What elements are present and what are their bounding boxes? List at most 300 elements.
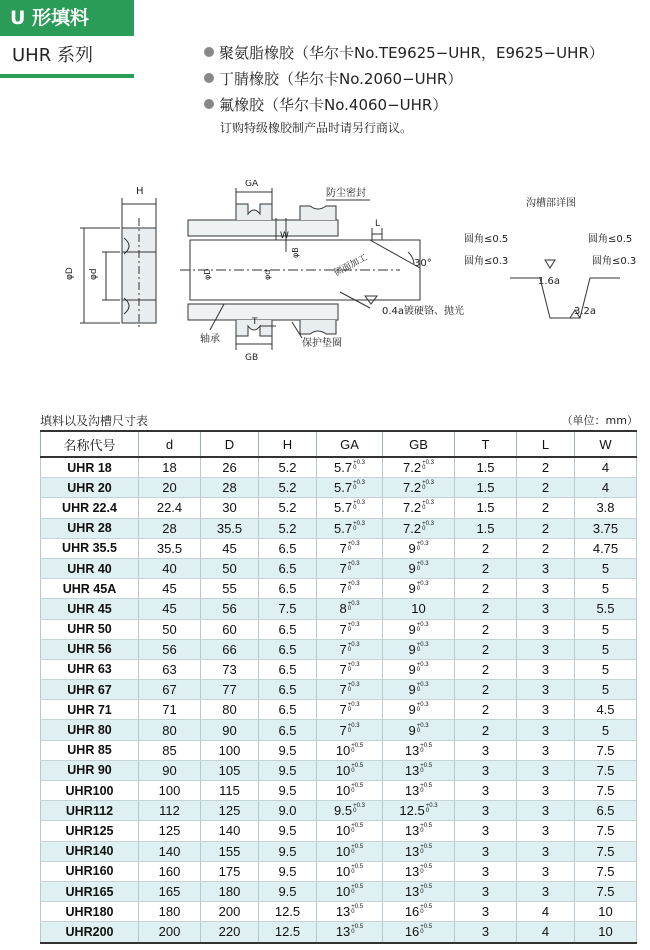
- cell-ga-value: 5.7: [334, 520, 353, 536]
- cell-gb-tolerance: [420, 865, 432, 875]
- cell-gb-value: 9: [408, 621, 416, 637]
- tolerance-lower: 0: [416, 545, 421, 552]
- order-note: 订购特级橡胶制产品时请另行商议。: [220, 121, 413, 135]
- cell-gb-value: 7.2: [403, 520, 422, 536]
- cell-name: UHR 20: [41, 478, 139, 498]
- tolerance-lower: 0: [351, 767, 355, 774]
- cell-gb-tolerance: [420, 845, 432, 855]
- header-cell: GA: [317, 431, 383, 457]
- cell-ga-value: 10: [335, 742, 351, 758]
- table-row: [41, 579, 637, 599]
- cell-t: 2: [455, 579, 517, 599]
- cell-ga-tolerance: [351, 845, 363, 855]
- cell-t: 2: [455, 639, 517, 659]
- tolerance-upper: +0.5: [351, 904, 364, 911]
- header-cell: L: [517, 431, 575, 457]
- cell-gb: [383, 538, 455, 558]
- cell-gb-value: 7.2: [403, 460, 422, 476]
- cell-w: 5: [575, 680, 637, 700]
- tolerance-lower: 0: [347, 606, 352, 613]
- cell-ga-tolerance: [348, 724, 360, 734]
- cell-d: 67: [139, 680, 201, 700]
- tolerance-upper: +0.3: [416, 581, 429, 588]
- cell-w: 7.5: [575, 740, 637, 760]
- dimension-table: [40, 430, 637, 944]
- cell-gb-tolerance: [417, 562, 429, 572]
- cell-D: 125: [201, 801, 259, 821]
- cell-ga-tolerance: [348, 683, 360, 693]
- cell-gb-tolerance: [422, 522, 434, 532]
- cell-D: 105: [201, 760, 259, 780]
- tolerance-lower: 0: [416, 566, 421, 573]
- cell-t: 3: [455, 821, 517, 841]
- cell-t: 3: [455, 781, 517, 801]
- cell-gb-value: 12.5: [399, 803, 425, 819]
- cell-ga-tolerance: [351, 885, 363, 895]
- cell-w: 4: [575, 478, 637, 498]
- tolerance-lower: 0: [422, 485, 426, 492]
- cell-d: 50: [139, 619, 201, 639]
- cell-ga-tolerance: [353, 501, 365, 511]
- cell-ga-value: 7: [339, 702, 347, 718]
- cell-d: 85: [139, 740, 201, 760]
- cell-t: 2: [455, 720, 517, 740]
- dim-l-label: L: [375, 219, 381, 229]
- cell-w: 5: [575, 558, 637, 578]
- cell-w: 5.5: [575, 599, 637, 619]
- cell-d: 180: [139, 902, 201, 922]
- roughness-32-label: 3.2a: [574, 306, 597, 317]
- angle-label: 30°: [414, 258, 432, 269]
- cell-ga: [317, 498, 383, 518]
- cell-gb-value: 13: [404, 742, 420, 758]
- cell-t: 2: [455, 700, 517, 720]
- cell-ga-tolerance: [351, 744, 363, 754]
- cell-ga: [317, 579, 383, 599]
- tolerance-lower: 0: [420, 868, 424, 875]
- cell-gb-tolerance: [420, 784, 432, 794]
- cell-w: 7.5: [575, 760, 637, 780]
- bearing-label: 轴承: [200, 334, 220, 345]
- cell-name: UHR 80: [41, 720, 139, 740]
- tolerance-lower: 0: [425, 808, 430, 815]
- cell-w: 4: [575, 457, 637, 478]
- cell-ga-tolerance: [348, 582, 360, 592]
- cell-name: UHR165: [41, 881, 139, 901]
- cell-ga-tolerance: [348, 703, 360, 713]
- cell-H: 9.5: [259, 861, 317, 881]
- cell-w: 7.5: [575, 881, 637, 901]
- tolerance-lower: 0: [353, 485, 357, 492]
- cell-D: 140: [201, 821, 259, 841]
- cell-w: 6.5: [575, 801, 637, 821]
- cell-l: 2: [517, 498, 575, 518]
- cell-gb: [383, 619, 455, 639]
- cell-gb-value: 9: [408, 641, 416, 657]
- cell-ga-value: 7: [339, 581, 347, 597]
- material-label: 丁腈橡胶（华尔卡No.2060−UHR）: [219, 70, 463, 88]
- cell-gb-tolerance: [420, 744, 432, 754]
- cell-ga-value: 7: [339, 661, 347, 677]
- tolerance-upper: +0.3: [347, 702, 360, 709]
- table-header-row: [41, 431, 637, 457]
- cell-ga-value: 5.7: [334, 480, 353, 496]
- cell-ga: [317, 720, 383, 740]
- cell-gb-value: 13: [404, 762, 420, 778]
- cell-name: UHR140: [41, 841, 139, 861]
- tolerance-lower: 0: [416, 666, 421, 673]
- cell-gb-tolerance: [420, 764, 432, 774]
- cell-H: 6.5: [259, 619, 317, 639]
- tolerance-upper: +0.3: [416, 621, 429, 628]
- cell-t: 3: [455, 861, 517, 881]
- cell-d: 140: [139, 841, 201, 861]
- tolerance-upper: +0.3: [347, 682, 360, 689]
- roughness-16-label: 1.6a: [538, 276, 561, 287]
- table-row: [41, 740, 637, 760]
- cell-gb-tolerance: [417, 623, 429, 633]
- cell-d: 80: [139, 720, 201, 740]
- dim-inner-diameter-label: φd: [89, 268, 99, 280]
- table-row: [41, 680, 637, 700]
- cell-H: 6.5: [259, 659, 317, 679]
- cell-w: 10: [575, 902, 637, 922]
- cell-ga-value: 7: [339, 682, 347, 698]
- cell-ga: [317, 740, 383, 760]
- cell-d: 18: [139, 457, 201, 478]
- fillet-left-upper-label: 圆角≤0.5: [464, 234, 509, 245]
- cell-H: 5.2: [259, 498, 317, 518]
- cell-D: 200: [201, 902, 259, 922]
- cell-ga: [317, 821, 383, 841]
- cell-D: 60: [201, 619, 259, 639]
- cell-D: 175: [201, 861, 259, 881]
- table-row: [41, 518, 637, 538]
- tolerance-lower: 0: [347, 545, 352, 552]
- cell-d: 160: [139, 861, 201, 881]
- cell-gb-value: 9: [408, 722, 416, 738]
- cell-gb-tolerance: [422, 481, 434, 491]
- cell-t: 1.5: [455, 518, 517, 538]
- tolerance-lower: 0: [351, 848, 355, 855]
- tolerance-lower: 0: [422, 525, 426, 532]
- cell-ga-value: 10: [335, 863, 351, 879]
- table-row: [41, 821, 637, 841]
- cell-D: 73: [201, 659, 259, 679]
- cell-ga-tolerance: [353, 522, 365, 532]
- table-row: [41, 841, 637, 861]
- cell-H: 5.2: [259, 457, 317, 478]
- cell-t: 2: [455, 659, 517, 679]
- cell-gb-tolerance: [417, 542, 429, 552]
- cell-gb: [383, 680, 455, 700]
- tolerance-upper: +0.3: [353, 520, 365, 527]
- cell-ga-tolerance: [351, 865, 363, 875]
- tolerance-upper: +0.3: [422, 480, 434, 487]
- cell-ga: [317, 781, 383, 801]
- cell-H: 6.5: [259, 720, 317, 740]
- tolerance-upper: +0.5: [420, 823, 433, 830]
- cell-l: 2: [517, 457, 575, 478]
- cell-ga: [317, 659, 383, 679]
- cell-D: 90: [201, 720, 259, 740]
- tolerance-upper: +0.3: [347, 540, 360, 547]
- table-row: [41, 861, 637, 881]
- header-cell: GB: [383, 431, 455, 457]
- dim-outer-diameter-label: φD: [65, 267, 75, 280]
- cell-t: 3: [455, 740, 517, 760]
- cell-D: 100: [201, 740, 259, 760]
- cell-l: 3: [517, 760, 575, 780]
- tolerance-upper: +0.3: [416, 722, 429, 729]
- cell-w: 4.75: [575, 538, 637, 558]
- cell-D: 80: [201, 700, 259, 720]
- cell-gb-value: 13: [404, 863, 420, 879]
- cell-ga-value: 10: [335, 823, 351, 839]
- fillet-right-upper-label: 圆角≤0.5: [588, 234, 633, 245]
- cell-d: 71: [139, 700, 201, 720]
- tolerance-lower: 0: [351, 929, 355, 936]
- cell-ga-value: 9.5: [334, 803, 353, 819]
- cell-name: UHR 18: [41, 457, 139, 478]
- tolerance-lower: 0: [347, 646, 352, 653]
- cell-ga-value: 7: [339, 540, 347, 556]
- cell-d: 56: [139, 639, 201, 659]
- cell-ga-value: 10: [335, 762, 351, 778]
- cell-H: 6.5: [259, 579, 317, 599]
- cell-gb: [383, 881, 455, 901]
- cell-t: 1.5: [455, 457, 517, 478]
- tolerance-lower: 0: [416, 727, 421, 734]
- cell-l: 3: [517, 861, 575, 881]
- cell-D: 56: [201, 599, 259, 619]
- cell-l: 3: [517, 801, 575, 821]
- cell-gb-value: 9: [408, 561, 416, 577]
- tolerance-upper: +0.3: [347, 722, 360, 729]
- cell-name: UHR 35.5: [41, 538, 139, 558]
- tolerance-lower: 0: [347, 626, 352, 633]
- cell-ga-tolerance: [351, 784, 363, 794]
- cell-d: 125: [139, 821, 201, 841]
- cell-name: UHR 71: [41, 700, 139, 720]
- cell-H: 6.5: [259, 700, 317, 720]
- tolerance-upper: +0.5: [351, 823, 364, 830]
- material-label: 聚氨脂橡胶（华尔卡No.TE9625−UHR，E9625−UHR）: [219, 44, 604, 62]
- cell-D: 115: [201, 781, 259, 801]
- tolerance-upper: +0.3: [416, 661, 429, 668]
- cell-ga: [317, 478, 383, 498]
- tolerance-lower: 0: [420, 909, 424, 916]
- cell-l: 4: [517, 902, 575, 922]
- tolerance-upper: +0.5: [351, 863, 364, 870]
- cell-l: 3: [517, 720, 575, 740]
- material-item: [204, 40, 644, 66]
- tolerance-lower: 0: [353, 505, 357, 512]
- cell-ga: [317, 801, 383, 821]
- cell-ga-tolerance: [351, 764, 363, 774]
- tolerance-lower: 0: [420, 788, 424, 795]
- cell-ga-value: 8: [339, 601, 347, 617]
- tolerance-lower: 0: [420, 767, 424, 774]
- tolerance-upper: +0.3: [347, 641, 360, 648]
- cell-ga-value: 10: [335, 783, 351, 799]
- cell-ga-tolerance: [351, 925, 363, 935]
- cell-t: 2: [455, 619, 517, 639]
- seal-body-shape: [122, 228, 156, 323]
- tolerance-lower: 0: [416, 707, 421, 714]
- cell-ga: [317, 902, 383, 922]
- dust-seal-label: 防尘密封: [326, 188, 366, 199]
- tolerance-upper: +0.5: [351, 762, 364, 769]
- cell-name: UHR112: [41, 801, 139, 821]
- table-row: [41, 558, 637, 578]
- tolerance-lower: 0: [420, 848, 424, 855]
- cell-gb: [383, 478, 455, 498]
- cell-gb-value: 13: [404, 843, 420, 859]
- cell-H: 6.5: [259, 680, 317, 700]
- cell-t: 3: [455, 760, 517, 780]
- cell-l: 2: [517, 518, 575, 538]
- header-cell: H: [259, 431, 317, 457]
- tolerance-upper: +0.5: [351, 924, 364, 931]
- cell-D: 55: [201, 579, 259, 599]
- cell-d: 200: [139, 922, 201, 943]
- cell-gb-value: 13: [404, 783, 420, 799]
- cell-ga-value: 7: [339, 561, 347, 577]
- cell-d: 45: [139, 579, 201, 599]
- side-machining-label: 侧面加工: [332, 252, 370, 279]
- dim-ga-label: GA: [245, 180, 259, 189]
- cell-w: 7.5: [575, 841, 637, 861]
- cell-D: 220: [201, 922, 259, 943]
- material-item: [204, 92, 644, 118]
- cell-w: 5: [575, 720, 637, 740]
- series-title: UHR 系列: [12, 45, 93, 66]
- cell-name: UHR 56: [41, 639, 139, 659]
- cell-ga-tolerance: [353, 804, 365, 814]
- cell-ga: [317, 760, 383, 780]
- tolerance-lower: 0: [353, 525, 357, 532]
- backup-ring-label: 保护垫圈: [302, 338, 342, 349]
- header-cell: T: [455, 431, 517, 457]
- cell-gb-tolerance: [422, 461, 434, 471]
- cell-ga: [317, 680, 383, 700]
- cell-gb-tolerance: [420, 905, 432, 915]
- cell-ga-tolerance: [348, 602, 360, 612]
- dim-t-label: T: [252, 317, 258, 327]
- tolerance-lower: 0: [347, 727, 352, 734]
- cell-gb: [383, 498, 455, 518]
- cell-ga: [317, 538, 383, 558]
- tolerance-lower: 0: [351, 747, 355, 754]
- cell-name: UHR 45A: [41, 579, 139, 599]
- cell-name: UHR200: [41, 922, 139, 943]
- technical-drawing: [40, 180, 640, 370]
- cell-gb-tolerance: [422, 501, 434, 511]
- cell-name: UHR100: [41, 781, 139, 801]
- cell-gb-value: 13: [404, 823, 420, 839]
- tolerance-lower: 0: [351, 909, 355, 916]
- cell-gb: [383, 457, 455, 478]
- cell-name: UHR 85: [41, 740, 139, 760]
- cell-ga-tolerance: [348, 623, 360, 633]
- tolerance-upper: +0.5: [420, 843, 433, 850]
- cell-gb: [383, 922, 455, 943]
- materials-list: [204, 40, 644, 138]
- cell-H: 9.5: [259, 881, 317, 901]
- cell-D: 77: [201, 680, 259, 700]
- cell-l: 2: [517, 538, 575, 558]
- cell-d: 63: [139, 659, 201, 679]
- tolerance-upper: +0.3: [416, 702, 429, 709]
- cell-D: 35.5: [201, 518, 259, 538]
- cell-l: 3: [517, 740, 575, 760]
- cell-l: 3: [517, 659, 575, 679]
- tolerance-lower: 0: [351, 889, 355, 896]
- cell-w: 7.5: [575, 861, 637, 881]
- cell-name: UHR 40: [41, 558, 139, 578]
- cell-gb-value: 9: [408, 702, 416, 718]
- cell-t: 3: [455, 801, 517, 821]
- cell-D: 66: [201, 639, 259, 659]
- tolerance-lower: 0: [351, 828, 355, 835]
- table-body: [41, 457, 637, 943]
- cell-w: 3.8: [575, 498, 637, 518]
- cell-ga: [317, 599, 383, 619]
- cell-H: 5.2: [259, 518, 317, 538]
- cell-ga-tolerance: [351, 824, 363, 834]
- cell-H: 9.5: [259, 781, 317, 801]
- tolerance-lower: 0: [347, 707, 352, 714]
- cell-H: 12.5: [259, 922, 317, 943]
- cell-ga-value: 10: [335, 884, 351, 900]
- cell-D: 50: [201, 558, 259, 578]
- tolerance-lower: 0: [420, 747, 424, 754]
- tolerance-upper: +0.5: [420, 742, 433, 749]
- cell-H: 9.5: [259, 760, 317, 780]
- cell-name: UHR 63: [41, 659, 139, 679]
- cell-l: 3: [517, 558, 575, 578]
- table-row: [41, 619, 637, 639]
- cell-t: 3: [455, 922, 517, 943]
- table-row: [41, 781, 637, 801]
- dim-shaft-inner-label: φd: [263, 269, 272, 280]
- tolerance-lower: 0: [422, 465, 426, 472]
- cell-name: UHR 50: [41, 619, 139, 639]
- cell-gb-tolerance: [426, 804, 438, 814]
- cell-gb-value: 9: [408, 540, 416, 556]
- cell-t: 2: [455, 538, 517, 558]
- cell-ga: [317, 881, 383, 901]
- tolerance-upper: +0.3: [347, 581, 360, 588]
- cell-t: 2: [455, 558, 517, 578]
- tolerance-lower: 0: [351, 868, 355, 875]
- cell-gb: [383, 599, 455, 619]
- cell-ga: [317, 861, 383, 881]
- cell-gb-value: 10: [411, 601, 426, 617]
- dim-h-label: H: [136, 186, 144, 197]
- cell-d: 28: [139, 518, 201, 538]
- cell-gb-value: 9: [408, 682, 416, 698]
- cell-d: 35.5: [139, 538, 201, 558]
- cell-w: 7.5: [575, 821, 637, 841]
- cell-d: 100: [139, 781, 201, 801]
- table-row: [41, 498, 637, 518]
- tolerance-upper: +0.3: [347, 661, 360, 668]
- tolerance-lower: 0: [347, 687, 352, 694]
- bullet-icon: [204, 47, 214, 57]
- table-row: [41, 922, 637, 943]
